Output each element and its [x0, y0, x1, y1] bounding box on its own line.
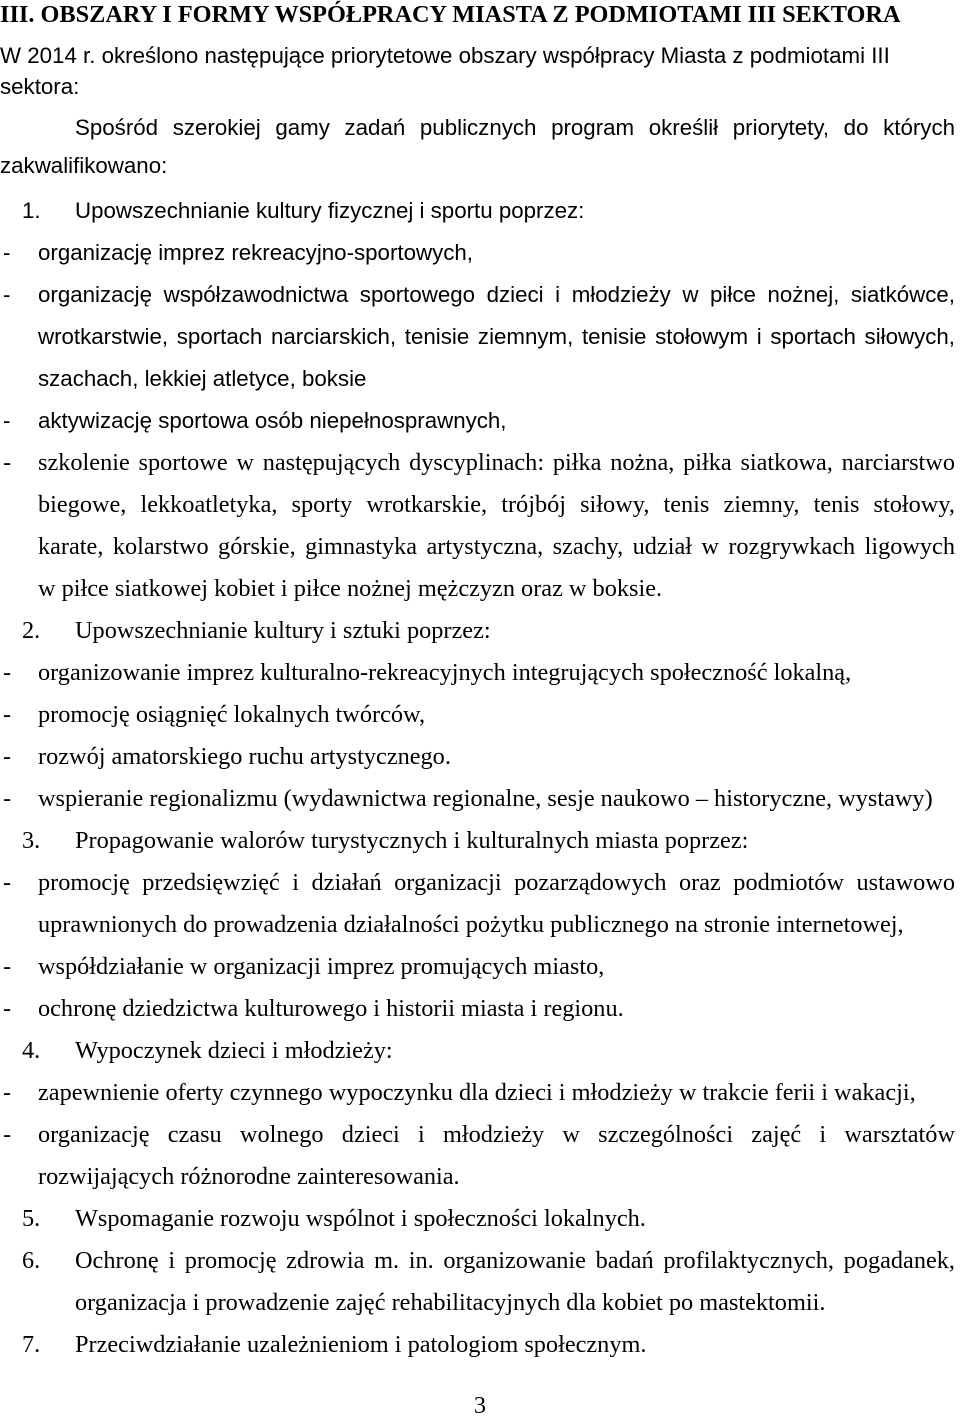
list-marker: - — [3, 240, 11, 265]
priority-heading — [0, 190, 960, 232]
priority-section — [0, 1198, 960, 1240]
priority-number: 1. — [22, 198, 41, 223]
sub-item-line — [0, 988, 960, 1030]
priority-title: Upowszechnianie kultury i sztuki poprzez: — [75, 617, 491, 644]
priority-number: 7. — [22, 1331, 41, 1358]
priority-title: Wypoczynek dzieci i młodzieży: — [75, 1037, 393, 1064]
priority-number: 3. — [22, 827, 41, 854]
intro-paragraph — [0, 40, 955, 102]
sub-item — [0, 694, 960, 736]
priority-heading — [0, 1198, 960, 1240]
priority-heading — [0, 1240, 960, 1282]
lead-line: zakwalifikowano: — [0, 153, 168, 178]
sub-item-continuation — [0, 358, 960, 400]
page-number: 3 — [473, 1392, 487, 1417]
sub-item-text: organizowanie imprez kulturalno-rekreacyjnych integrujących społeczność lokalną, — [38, 659, 852, 686]
sub-item-line — [0, 778, 960, 820]
section-heading: III. OBSZARY I FORMY WSPÓŁPRACY MIASTA Z PODMIOTAMI III SEKTORA — [0, 1, 901, 28]
lead-line: Spośród szerokiej gamy zadań publicznych program określił priorytety, do których — [75, 115, 955, 140]
intro-line: sektora: — [0, 74, 80, 99]
sub-item-continuation — [0, 1156, 960, 1198]
priority-section — [0, 610, 960, 820]
sub-item-text: szkolenie sportowe w następujących dyscyplinach: piłka nożna, piłka siatkowa, narciarstwo — [38, 449, 955, 476]
priority-title: Propagowanie walorów turystycznych i kulturalnych miasta poprzez: — [75, 827, 749, 854]
priority-heading-continuation — [0, 1282, 960, 1324]
sub-item-continuation — [0, 568, 960, 610]
priority-number: 5. — [22, 1205, 41, 1232]
sub-item-text: promocję osiągnięć lokalnych twórców, — [38, 701, 426, 728]
priority-section — [0, 1324, 960, 1366]
sub-item-text: wspieranie regionalizmu (wydawnictwa regionalne, sesje naukowo – historyczne, wystawy) — [38, 785, 933, 812]
sub-item — [0, 274, 960, 400]
sub-item-text: aktywizację sportowa osób niepełnosprawnych, — [38, 408, 507, 433]
priority-title: Upowszechnianie kultury fizycznej i sportu poprzez: — [75, 198, 585, 223]
priority-heading — [0, 1030, 960, 1072]
sub-item — [0, 1072, 960, 1114]
sub-item — [0, 988, 960, 1030]
list-marker: - — [3, 953, 12, 980]
sub-item — [0, 778, 960, 820]
lead-paragraph — [0, 109, 955, 185]
sub-item-line — [0, 400, 960, 442]
priority-heading — [0, 820, 960, 862]
sub-item-line — [0, 274, 960, 316]
list-marker: - — [3, 282, 11, 307]
priority-heading — [0, 1324, 960, 1366]
intro-line: W 2014 r. określono następujące priorytetowe obszary współpracy Miasta z podmiotami III — [0, 43, 890, 68]
sub-item-text: ochronę dziedzictwa kulturowego i historii miasta i regionu. — [38, 995, 624, 1022]
list-marker: - — [3, 659, 12, 686]
sub-item-text: szachach, lekkiej atletyce, boksie — [38, 366, 367, 391]
sub-item-text: współdziałanie w organizacji imprez promujących miasto, — [38, 953, 605, 980]
priority-number: 4. — [22, 1037, 41, 1064]
priority-heading — [0, 610, 960, 652]
priority-title: Przeciwdziałanie uzależnieniom i patologiom społecznym. — [75, 1331, 647, 1358]
sub-item-line — [0, 862, 960, 904]
priority-section — [0, 1240, 960, 1324]
sub-item-line — [0, 736, 960, 778]
sub-item-text: organizację czasu wolnego dzieci i młodzieży w szczególności zajęć i warsztatów — [38, 1121, 955, 1148]
priority-section — [0, 190, 960, 610]
sub-item — [0, 652, 960, 694]
priority-section — [0, 1030, 960, 1198]
sub-item-continuation — [0, 316, 960, 358]
sub-item-text: zapewnienie oferty czynnego wypoczynku dla dzieci i młodzieży w trakcie ferii i wakacji, — [38, 1079, 916, 1106]
sub-item-text: w piłce siatkowej kobiet i piłce nożnej mężczyzn oraz w boksie. — [38, 575, 663, 602]
sub-item — [0, 400, 960, 442]
sub-item-text: karate, kolarstwo górskie, gimnastyka artystyczna, szachy, udział w rozgrywkach ligowych — [38, 533, 955, 560]
sub-item-text: organizację współzawodnictwa sportowego dzieci i młodzieży w piłce nożnej, siatkówce, — [38, 282, 955, 307]
sub-item — [0, 442, 960, 610]
sub-item-line — [0, 442, 960, 484]
sub-item-text: biegowe, lekkoatletyka, sporty wrotkarskie, trójbój siłowy, tenis ziemny, tenis stołowy, — [38, 491, 955, 518]
sub-item — [0, 736, 960, 778]
sub-item-continuation — [0, 904, 960, 946]
sub-item-text: rozwój amatorskiego ruchu artystycznego. — [38, 743, 451, 770]
list-marker: - — [3, 869, 12, 896]
sub-item-text: organizację imprez rekreacyjno-sportowych, — [38, 240, 473, 265]
list-marker: - — [3, 449, 12, 476]
sub-item-continuation — [0, 484, 960, 526]
priority-number: 6. — [22, 1247, 41, 1274]
sub-item-line — [0, 1114, 960, 1156]
sub-item-line — [0, 694, 960, 736]
list-marker: - — [3, 408, 11, 433]
priority-title: organizacja i prowadzenie zajęć rehabilitacyjnych dla kobiet po mastektomii. — [75, 1289, 826, 1316]
sub-item-line — [0, 652, 960, 694]
priority-number: 2. — [22, 617, 41, 644]
sub-item — [0, 1114, 960, 1198]
list-marker: - — [3, 1079, 12, 1106]
list-marker: - — [3, 785, 12, 812]
list-marker: - — [3, 701, 12, 728]
sub-item-line — [0, 1072, 960, 1114]
list-marker: - — [3, 1121, 12, 1148]
sub-item-line — [0, 946, 960, 988]
sub-item — [0, 946, 960, 988]
priority-title: Wspomaganie rozwoju wspólnot i społeczności lokalnych. — [75, 1205, 646, 1232]
sub-item-text: promocję przedsięwzięć i działań organizacji pozarządowych oraz podmiotów ustawowo — [38, 869, 955, 896]
priority-title: Ochronę i promocję zdrowia m. in. organizowanie badań profilaktycznych, pogadanek, — [75, 1247, 955, 1274]
priority-section — [0, 820, 960, 1030]
sub-item-text: uprawnionych do prowadzenia działalności pożytku publicznego na stronie internetowej, — [38, 911, 904, 938]
list-marker: - — [3, 995, 12, 1022]
sub-item-line — [0, 232, 960, 274]
priority-list — [0, 190, 960, 1366]
sub-item-continuation — [0, 526, 960, 568]
sub-item — [0, 232, 960, 274]
sub-item-text: rozwijających różnorodne zainteresowania. — [38, 1163, 460, 1190]
list-marker: - — [3, 743, 12, 770]
sub-item-text: wrotkarstwie, sportach narciarskich, tenisie ziemnym, tenisie stołowym i sportach siłowych, — [38, 324, 955, 349]
sub-item — [0, 862, 960, 946]
